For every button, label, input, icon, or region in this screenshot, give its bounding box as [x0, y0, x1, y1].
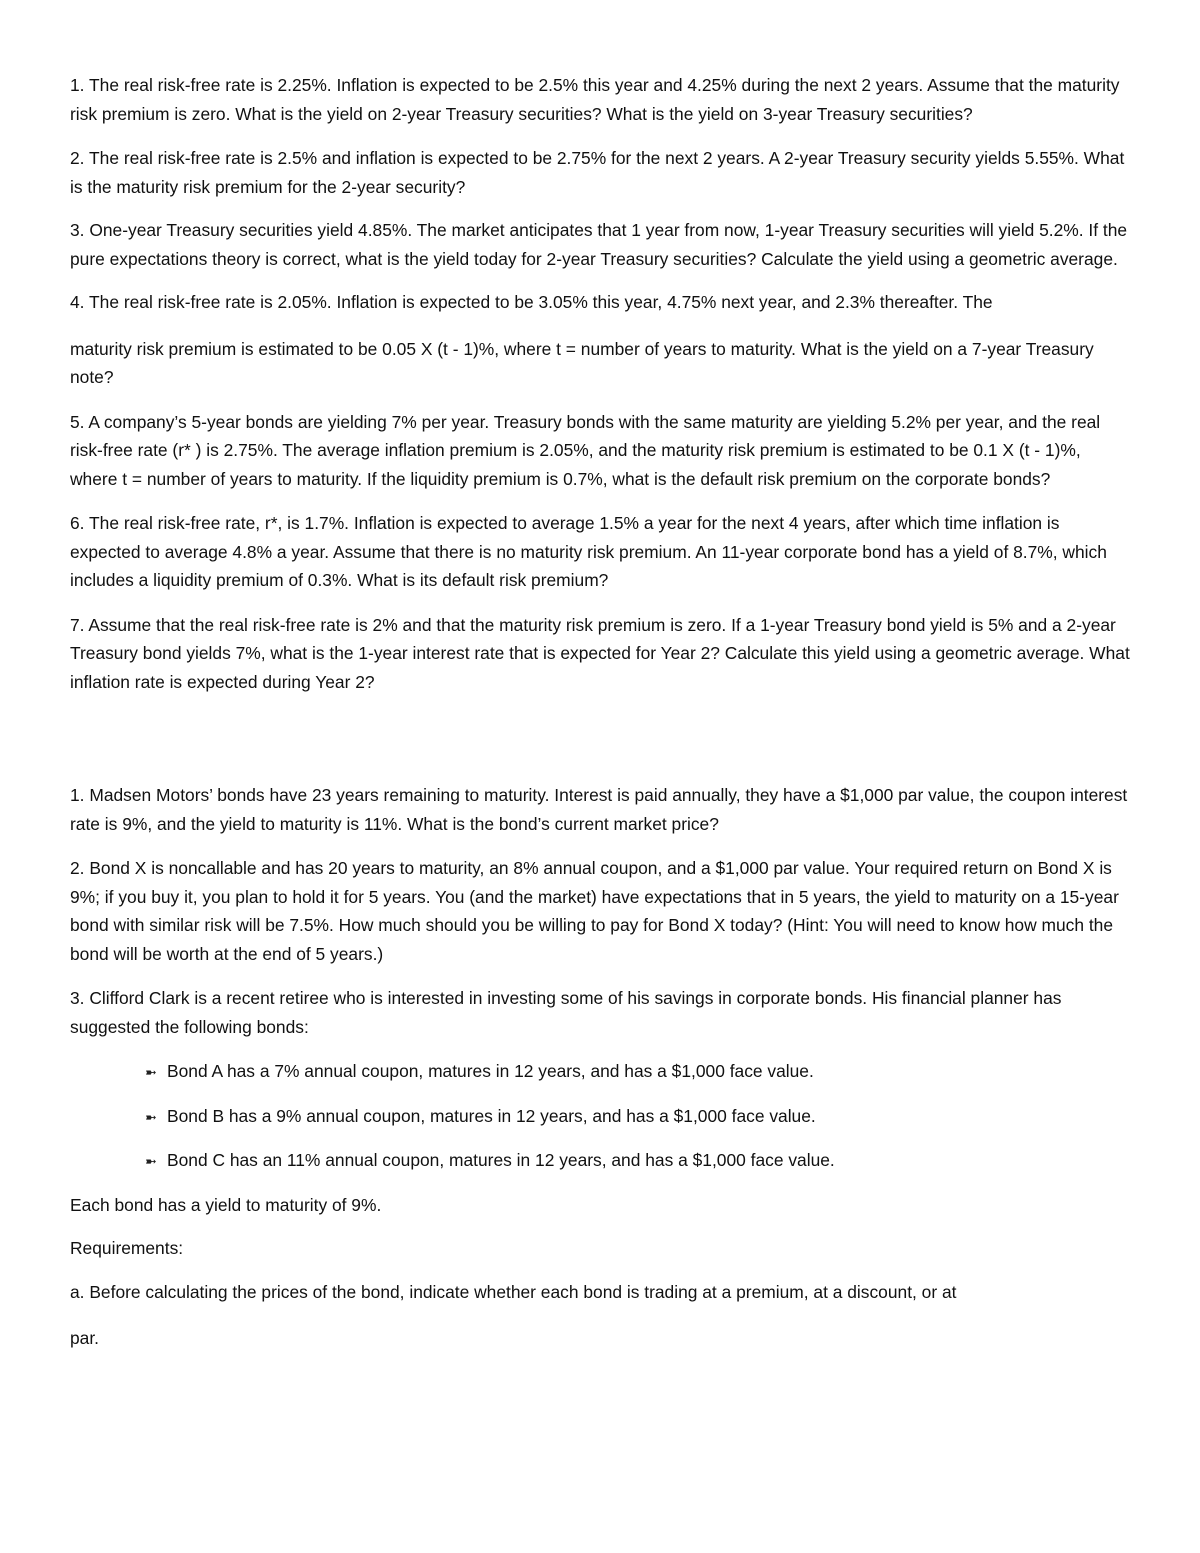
requirement-a-line1: a. Before calculating the prices of the bond, indicate whether each bond is trading at a premium, at a discount, or at [70, 1281, 957, 1302]
section1-question-2: 2. The real risk-free rate is 2.5% and inflation is expected to be 2.75% for the next 2 years. A 2-year Treasury security yields 5.55%. What is the maturity risk premium for the 2-year security? [70, 148, 1125, 197]
bullet-arrow-icon: ➼ [145, 1108, 157, 1125]
section1-question-7: 7. Assume that the real risk-free rate is 2% and that the maturity risk premium is zero. If a 1-year Treasury bond yield is 5% and a 2-year Treasury bond yields 7%, what is the 1-year interest rate that is expected for Year 2? Calculate this yield using a geometric average. What inflation rate is expected during Year 2? [70, 614, 1130, 692]
bond-a-text: Bond A has a 7% annual coupon, matures in 12 years, and has a $1,000 face value. [167, 1061, 814, 1081]
section2-question-3: 3. Clifford Clark is a recent retiree who is interested in investing some of his savings in corporate bonds. His financial planner has suggested the following bonds: [70, 988, 1062, 1037]
bond-list-item [70, 1146, 1130, 1176]
bond-c-text: Bond C has an 11% annual coupon, matures in 12 years, and has a $1,000 face value. [167, 1150, 835, 1170]
document-page [70, 71, 1130, 1353]
section1-question-3: 3. One-year Treasury securities yield 4.85%. The market anticipates that 1 year from now, 1-year Treasury securities will yield 5.2%. If the pure expectations theory is correct, what is the yield today for 2-year Treasury securities? Calculate the yield using a geometric average. [70, 220, 1128, 269]
bond-b-text: Bond B has a 9% annual coupon, matures in 12 years, and has a $1,000 face value. [167, 1105, 816, 1126]
section1-question-5: 5. A company’s 5-year bonds are yielding 7% per year. Treasury bonds with the same maturity are yielding 5.2% per year, and the real risk-free rate (r* ) is 2.75%. The average inflation premium is 2.05%, and the maturity risk premium is estimated to be 0.1 X (t - 1)%, where t = number of years to maturity. If the liquidity premium is 0.7%, what is the default risk premium on the corporate bonds? [70, 411, 1101, 489]
section2-question-2: 2. Bond X is noncallable and has 20 years to maturity, an 8% annual coupon, and a $1,000 par value. Your required return on Bond X is 9%; if you buy it, you plan to hold it for 5 years. You (and the market) have expectations that in 5 years, the yield to maturity on a 15-year bond with similar risk will be 7.5%. How much should you be willing to pay for Bond X today? (Hint: You will need to know how much the bond will be worth at the end of 5 years.) [70, 858, 1119, 964]
section1-question-4-line1: 4. The real risk-free rate is 2.05%. Inflation is expected to be 3.05% this year, 4.75% next year, and 2.3% thereafter. The [70, 292, 993, 312]
section1-question-1: 1. The real risk-free rate is 2.25%. Inflation is expected to be 2.5% this year and 4.25% during the next 2 years. Assume that the maturity risk premium is zero. What is the yield on 2-year Treasury securities? What is the yield on 3-year Treasury securities? [70, 75, 1120, 124]
section1-question-6: 6. The real risk-free rate, r*, is 1.7%. Inflation is expected to average 1.5% a year for the next 4 years, after which time inflation is expected to average 4.8% a year. Assume that there is no maturity risk premium. An 11-year corporate bond has a yield of 8.7%, which includes a liquidity premium of 0.3%. What is its default risk premium? [70, 513, 1107, 590]
requirement-a-line2: par. [70, 1328, 100, 1348]
ytm-statement: Each bond has a yield to maturity of 9%. [70, 1194, 382, 1215]
requirements-heading: Requirements: [70, 1238, 184, 1258]
section1-question-4-line2: maturity risk premium is estimated to be 0.05 X (t - 1)%, where t = number of years to maturity. What is the yield on a 7-year Treasury note? [70, 338, 1094, 387]
bond-list-item [70, 1057, 1130, 1087]
bullet-arrow-icon: ➼ [145, 1153, 157, 1169]
bullet-arrow-icon: ➼ [145, 1064, 157, 1080]
bond-list-item [70, 1102, 1130, 1132]
section2-question-1: 1. Madsen Motors’ bonds have 23 years remaining to maturity. Interest is paid annually, they have a $1,000 par value, the coupon interest rate is 9%, and the yield to maturity is 11%. What is the bond’s current market price? [70, 785, 1128, 834]
section-spacer [70, 696, 1130, 781]
